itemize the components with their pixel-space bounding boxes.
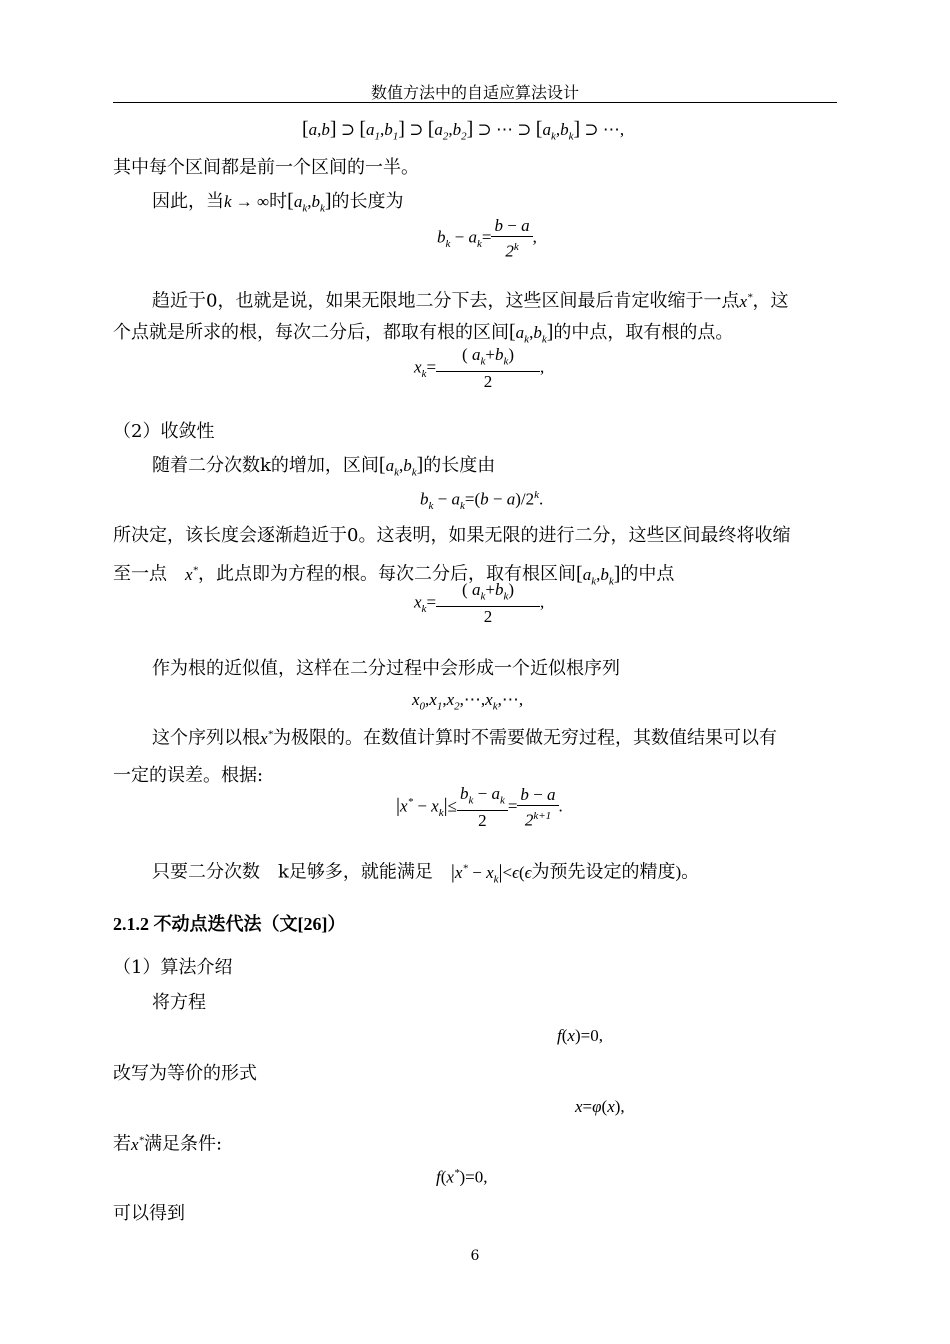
text-increase: 随着二分次数k的增加，区间$[a_k,b_k]$的长度由 xyxy=(152,454,496,479)
equation-sequence: $x_0,x_1,x_2,\cdots,x_k,\cdots$, xyxy=(412,690,524,713)
text-enough: 只要二分次数 k足够多，就能满足 $|x^* - x_k|<\epsilon(\epsilon$为预先设定的精度)。 xyxy=(152,860,700,886)
para-converge-2: 个点就是所求的根，每次二分后，都取有根的区间$[a_k,b_k]$的中点，取有根的点。 xyxy=(113,321,734,346)
equation-length: $b_k - a_k=$ $\frac{b - a}{2^k}$ , xyxy=(437,216,537,261)
text-therefore: 因此，当k → ∞时$[a_k,b_k]$的长度为 xyxy=(152,190,404,215)
para-limit-2: 一定的误差。根据: xyxy=(113,765,264,786)
equation-midpoint-1: $x_k=$ $\frac{( a_k+b_k)}{2}$ , xyxy=(414,345,545,392)
text-approx: 作为根的近似值，这样在二分过程中会形成一个近似根序列 xyxy=(152,658,620,679)
equation-error: $|x^* - x_k|\le$ $\frac{b_k - a_k}{2}$ = $\frac{b - a}{2^{k+1}}$ . xyxy=(396,784,563,831)
equation-length-2: $b_k - a_k=(b - a)/2^k$. xyxy=(420,489,544,513)
equation-fstar: f(x*)=0, xyxy=(436,1167,488,1187)
intervals-equation: [a,b] ⊃ $[a_1,b_1]$ ⊃ $[a_2,b_2]$ ⊃ ⋯ ⊃ $[a_k,b_k]$ ⊃ ⋯, xyxy=(302,118,625,143)
text-half: 其中每个区间都是前一个区间的一半。 xyxy=(113,157,419,178)
header-rule xyxy=(113,102,837,103)
text-if: 若x*满足条件: xyxy=(113,1133,223,1155)
para-limit-1: 这个序列以根x*为极限的。在数值计算时不需要做无穷过程，其数值结果可以有 xyxy=(152,727,778,749)
para-converge-1: 趋近于0，也就是说，如果无限地二分下去，这些区间最后肯定收缩于一点x*，这 xyxy=(152,290,789,312)
equation-midpoint-2: $x_k=$ $\frac{( a_k+b_k)}{2}$ , xyxy=(414,580,545,627)
text-rewrite: 改写为等价的形式 xyxy=(113,1063,257,1084)
text-obtain: 可以得到 xyxy=(113,1203,185,1224)
text-equation: 将方程 xyxy=(152,992,206,1013)
para-determined-1: 所决定，该长度会逐渐趋近于0。这表明，如果无限的进行二分，这些区间最终将收缩 xyxy=(113,525,791,546)
section-212-heading: 2.1.2 不动点迭代法（文[26]） xyxy=(113,914,346,934)
para-determined-2: 至一点 x*，此点即为方程的根。每次二分后，取有根区间$[a_k,b_k]$的中点 xyxy=(113,562,675,588)
page-header: 数值方法中的自适应算法设计 xyxy=(370,83,579,102)
section-intro-title: （1）算法介绍 xyxy=(113,957,233,978)
page-number: 6 xyxy=(470,1248,480,1264)
section-convergence-title: （2）收敛性 xyxy=(113,421,215,442)
equation-f0: f(x)=0, xyxy=(557,1026,603,1045)
equation-phi: x=φ(x), xyxy=(575,1097,625,1116)
